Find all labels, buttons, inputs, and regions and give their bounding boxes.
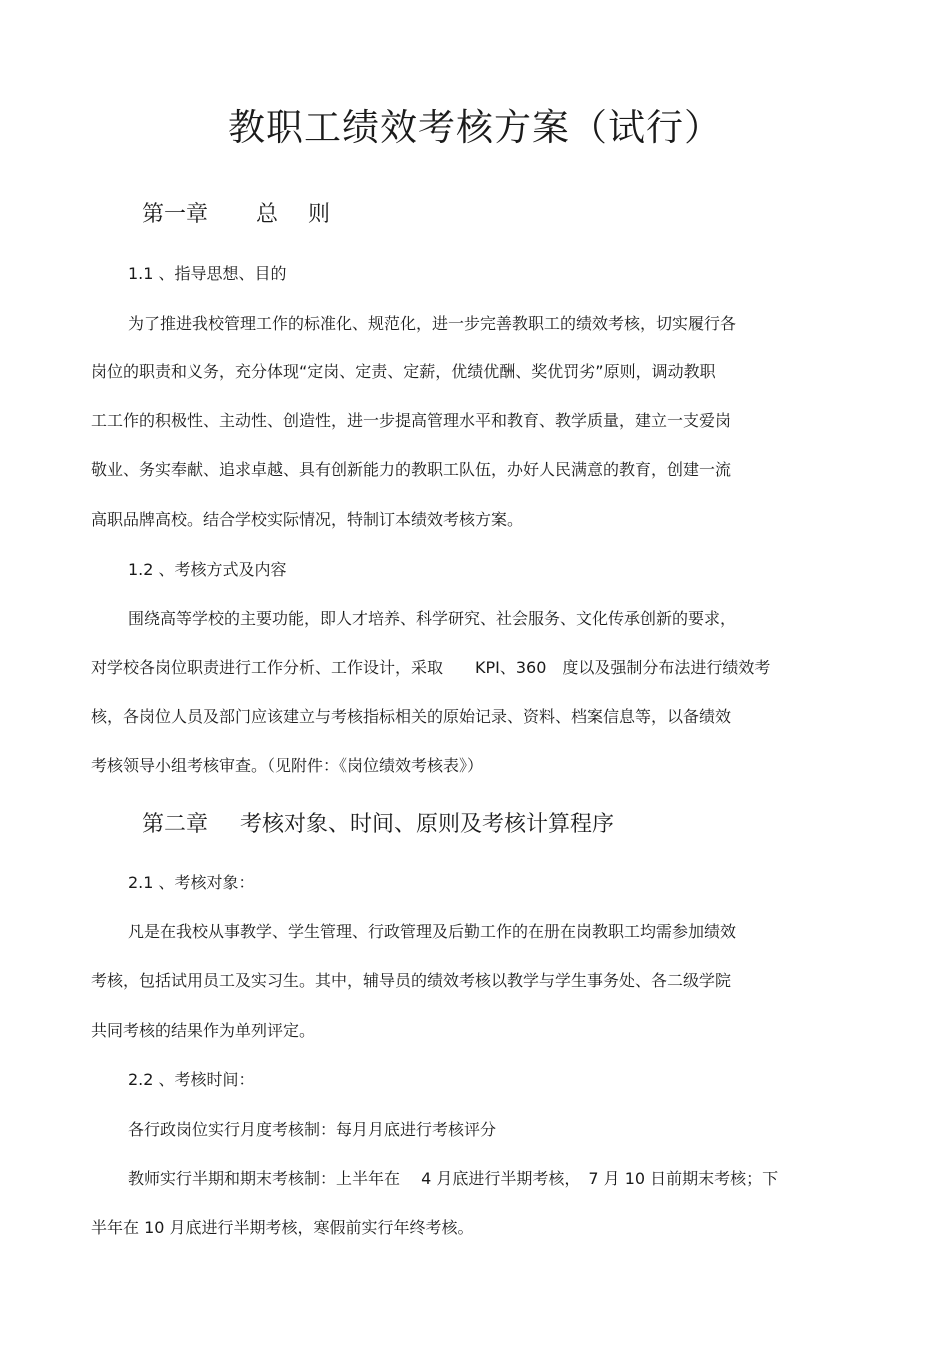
- chapter-1-number: 第一章: [142, 202, 209, 227]
- paragraph-line: 工工作的积极性、主动性、创造性，进一步提高管理水平和教育、教学质量，建立一支爱岗: [91, 411, 732, 430]
- paragraph-line: 敬业、务实奉献、追求卓越、具有创新能力的教职工队伍，办好人民满意的教育，创建一流: [91, 460, 732, 479]
- paragraph-line: 半年在 10 月底进行半期考核，寒假前实行年终考核。: [91, 1218, 474, 1237]
- section-1-1-heading: 1.1 、指导思想、目的: [128, 264, 287, 283]
- chapter-2-title: 考核对象、时间、原则及考核计算程序: [240, 812, 615, 837]
- paragraph-line: 对学校各岗位职责进行工作分析、工作设计，采取 KPI、360 度以及强制分布法进行绩效考: [91, 658, 771, 677]
- chapter-2-heading: [142, 810, 614, 840]
- paragraph-line: 各行政岗位实行月度考核制：每月月底进行考核评分: [128, 1120, 497, 1139]
- paragraph-line: 凡是在我校从事教学、学生管理、行政管理及后勤工作的在册在岗教职工均需参加绩效: [128, 922, 737, 941]
- paragraph-line: 岗位的职责和义务，充分体现“定岗、定责、定薪，优绩优酬、奖优罚劣”原则，调动教职: [91, 362, 716, 381]
- paragraph-line: 高职品牌高校。结合学校实际情况，特制订本绩效考核方案。: [91, 510, 524, 529]
- paragraph-line: 共同考核的结果作为单列评定。: [91, 1021, 316, 1040]
- section-2-2-heading: 2.2 、考核时间：: [128, 1070, 255, 1089]
- paragraph-line: 考核，包括试用员工及实习生。其中，辅导员的绩效考核以教学与学生事务处、各二级学院: [91, 971, 732, 990]
- document-title: 教职工绩效考核方案（试行）: [228, 106, 722, 149]
- section-2-1-heading: 2.1 、考核对象：: [128, 873, 255, 892]
- chapter-1-title-2: 则: [308, 202, 331, 227]
- paragraph-line: 教师实行半期和期末考核制：上半年在 4 月底进行半期考核， 7 月 10 日前期末考核；下: [128, 1169, 779, 1188]
- paragraph-line: 为了推进我校管理工作的标准化、规范化，进一步完善教职工的绩效考核，切实履行各: [128, 314, 737, 333]
- chapter-2-number: 第二章: [142, 812, 209, 837]
- chapter-1-heading: [142, 200, 330, 230]
- paragraph-line: 考核领导小组考核审查。（见附件：《岗位绩效考核表》）: [91, 756, 484, 775]
- paragraph-line: 围绕高等学校的主要功能，即人才培养、科学研究、社会服务、文化传承创新的要求，: [128, 609, 737, 628]
- chapter-1-title: 总: [256, 202, 279, 227]
- section-1-2-heading: 1.2 、考核方式及内容: [128, 560, 287, 579]
- paragraph-line: 核，各岗位人员及部门应该建立与考核指标相关的原始记录、资料、档案信息等，以备绩效: [91, 707, 732, 726]
